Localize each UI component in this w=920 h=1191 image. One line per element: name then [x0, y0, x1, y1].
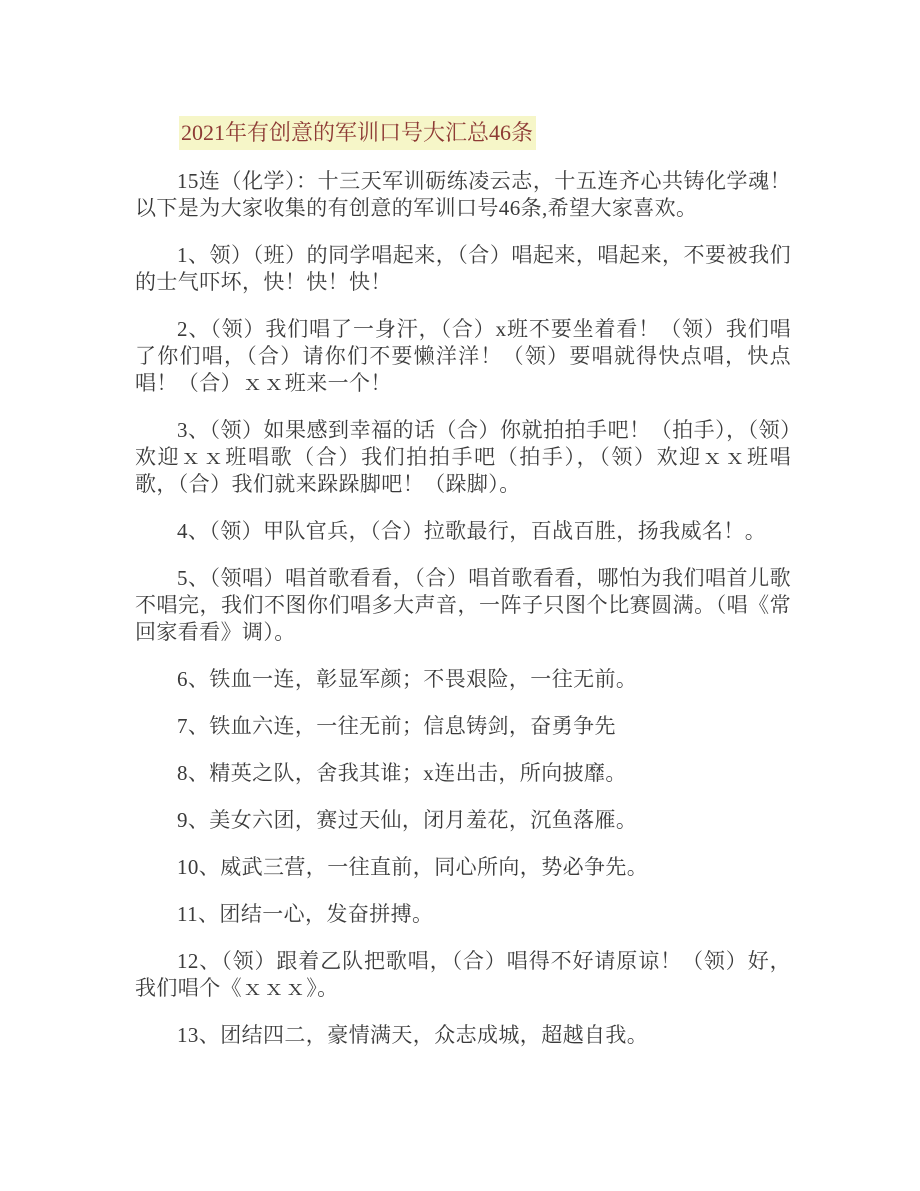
paragraph: 11、团结一心，发奋拼搏。	[177, 902, 434, 926]
paragraph: 7、铁血六连，一往无前；信息铸剑，奋勇争先	[177, 714, 616, 738]
document-page	[135, 118, 791, 1069]
paragraph: 13、团结四二，豪情满天，众志成城，超越自我。	[177, 1023, 649, 1047]
paragraph: 8、精英之队，舍我其谁；x连出击，所向披靡。	[177, 761, 627, 785]
document-body	[135, 168, 791, 1049]
paragraph: 9、美女六团，赛过天仙，闭月羞花，沉鱼落雁。	[177, 808, 638, 832]
paragraph: 6、铁血一连，彰显军颜；不畏艰险，一往无前。	[177, 667, 638, 691]
paragraph: 3、（领）如果感到幸福的话（合）你就拍拍手吧！（拍手），（领）欢迎ｘｘ班唱歌（合）我们拍拍手吧（拍手），（领）欢迎ｘｘ班唱歌，（合）我们就来跺跺脚吧！（跺脚）。	[135, 418, 791, 496]
paragraph: 4、（领）甲队官兵，（合）拉歌最行，百战百胜，扬我威名！。	[177, 519, 767, 543]
paragraph: 15连（化学）：十三天军训砺练凌云志，十五连齐心共铸化学魂！以下是为大家收集的有创意的军训口号46条,希望大家喜欢。	[135, 169, 791, 220]
document-title: 2021年有创意的军训口号大汇总46条	[179, 116, 536, 150]
paragraph: 5、（领唱）唱首歌看看，（合）唱首歌看看，哪怕为我们唱首儿歌不唱完，我们不图你们唱多大声音，一阵子只图个比赛圆满。（唱《常回家看看》调）。	[135, 566, 791, 644]
paragraph: 1、领）（班）的同学唱起来，（合）唱起来，唱起来，不要被我们的士气吓坏，快！快！快！	[135, 243, 791, 294]
paragraph: 12、（领）跟着乙队把歌唱，（合）唱得不好请原谅！（领）好，我们唱个《ｘｘｘ》。	[135, 949, 791, 1000]
paragraph: 2、（领）我们唱了一身汗，（合）x班不要坐着看！（领）我们唱了你们唱，（合）请你们不要懒洋洋！（领）要唱就得快点唱，快点唱！（合）ｘｘ班来一个！	[135, 317, 791, 395]
document-title-line	[135, 118, 791, 148]
paragraph: 10、威武三营，一往直前，同心所向，势必争先。	[177, 855, 649, 879]
